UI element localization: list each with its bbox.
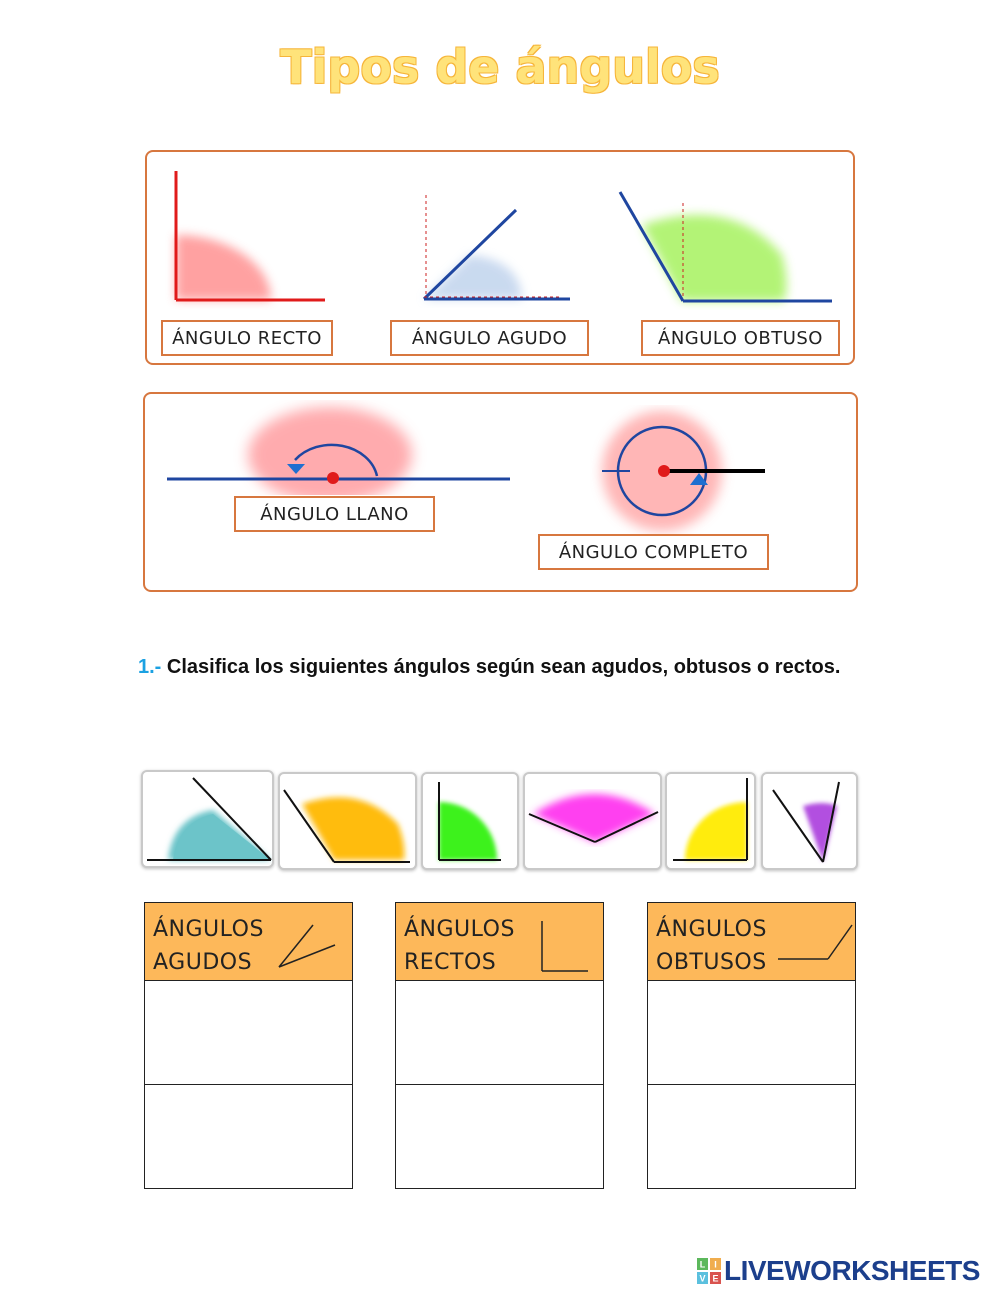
right-angle-icon bbox=[536, 917, 592, 975]
column-header-line2: RECTOS bbox=[404, 950, 497, 975]
label-right-angle: ÁNGULO RECTO bbox=[161, 320, 333, 356]
exercise-question bbox=[138, 653, 868, 682]
liveworksheets-logo[interactable] bbox=[697, 1254, 980, 1288]
obtuse-angle-magenta-icon bbox=[525, 774, 660, 868]
drop-slot-acute-1[interactable] bbox=[145, 981, 352, 1085]
label-acute-angle: ÁNGULO AGUDO bbox=[390, 320, 589, 356]
draggable-angle-orange[interactable] bbox=[278, 772, 417, 870]
acute-angle-purple-icon bbox=[763, 774, 856, 868]
column-header-right bbox=[396, 903, 603, 981]
question-text: Clasifica los siguientes ángulos según sean agudos, obtusos o rectos. bbox=[161, 656, 841, 678]
column-header-line2: OBTUSOS bbox=[656, 950, 767, 975]
svg-text:L: L bbox=[699, 1259, 706, 1270]
column-header-line2: AGUDOS bbox=[153, 950, 253, 975]
acute-angle-icon bbox=[275, 921, 339, 971]
label-straight-angle: ÁNGULO LLANO bbox=[234, 496, 435, 532]
svg-text:V: V bbox=[699, 1273, 706, 1284]
column-header-line1: ÁNGULOS bbox=[656, 917, 767, 942]
draggable-angle-green[interactable] bbox=[421, 772, 519, 870]
straight-angle-diagram bbox=[165, 400, 515, 495]
svg-text:I: I bbox=[714, 1259, 717, 1270]
drop-slot-right-1[interactable] bbox=[396, 981, 603, 1085]
svg-text:E: E bbox=[712, 1273, 719, 1284]
full-angle-diagram bbox=[590, 405, 770, 535]
acute-angle-diagram bbox=[410, 185, 580, 310]
obtuse-angle-orange-icon bbox=[280, 774, 415, 868]
column-header-acute bbox=[145, 903, 352, 981]
draggable-angle-magenta[interactable] bbox=[523, 772, 662, 870]
draggable-angle-yellow[interactable] bbox=[665, 772, 756, 870]
right-angle-green-icon bbox=[423, 774, 517, 868]
right-angle-yellow-icon bbox=[667, 774, 754, 868]
drop-slot-right-2[interactable] bbox=[396, 1085, 603, 1189]
question-number: 1.- bbox=[138, 656, 162, 678]
liveworksheets-wordmark: LIVEWORKSHEETS bbox=[724, 1255, 980, 1286]
drop-slot-acute-2[interactable] bbox=[145, 1085, 352, 1189]
column-right-angles bbox=[395, 902, 604, 1189]
column-header-obtuse bbox=[648, 903, 855, 981]
drop-slot-obtuse-1[interactable] bbox=[648, 981, 855, 1085]
column-obtuse-angles bbox=[647, 902, 856, 1189]
page-title: Tipos de ángulos bbox=[280, 40, 720, 94]
liveworksheets-logo-icon bbox=[697, 1258, 721, 1284]
column-acute-angles bbox=[144, 902, 353, 1189]
draggable-angle-purple[interactable] bbox=[761, 772, 858, 870]
acute-angle-cyan-icon bbox=[143, 772, 272, 866]
right-angle-diagram bbox=[160, 165, 340, 310]
draggable-angle-cyan[interactable] bbox=[141, 770, 274, 868]
column-header-line1: ÁNGULOS bbox=[404, 917, 515, 942]
label-obtuse-angle: ÁNGULO OBTUSO bbox=[641, 320, 840, 356]
obtuse-angle-icon bbox=[776, 919, 854, 967]
drop-slot-obtuse-2[interactable] bbox=[648, 1085, 855, 1189]
obtuse-angle-diagram bbox=[612, 185, 837, 310]
label-full-angle: ÁNGULO COMPLETO bbox=[538, 534, 769, 570]
column-header-line1: ÁNGULOS bbox=[153, 917, 264, 942]
